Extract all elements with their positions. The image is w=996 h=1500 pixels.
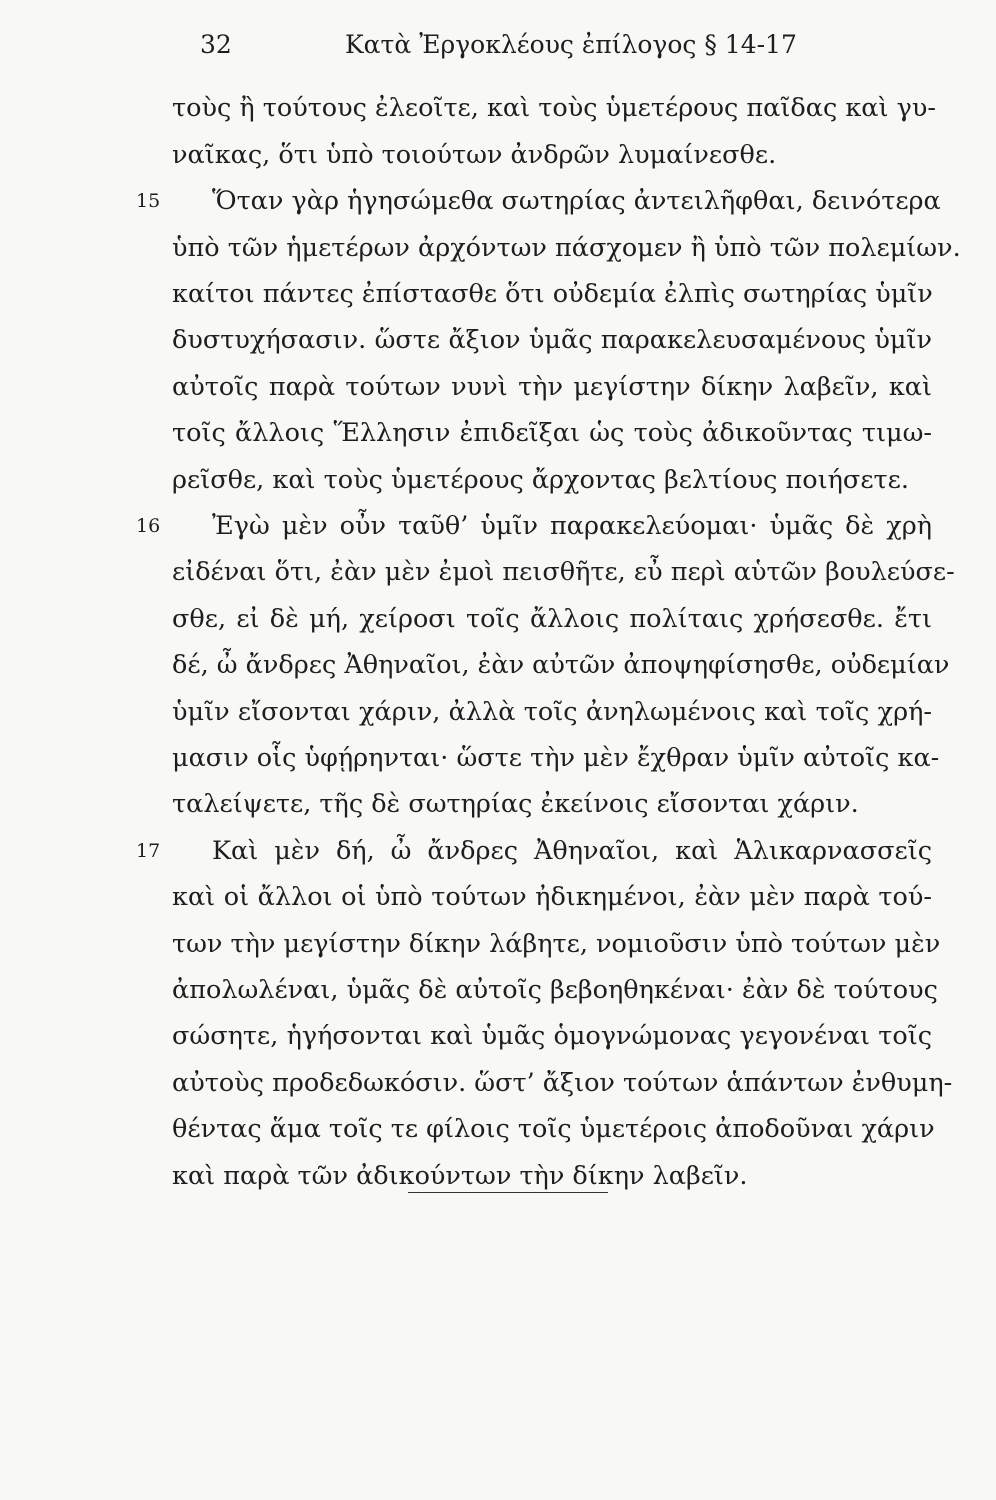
section-number: 17	[136, 840, 161, 862]
text-line: τοῖς ἄλλοις Ἕλλησιν ἐπιδεῖξαι ὡς τοὺς ἀδικοῦντας τιμω-	[172, 418, 932, 448]
text-line: ἀπολωλέναι, ὑμᾶς δὲ αὐτοῖς βεβοηθηκέναι· ἐὰν δὲ τούτους	[172, 975, 938, 1005]
text-line: των τὴν μεγίστην δίκην λάβητε, νομιοῦσιν ὑπὸ τούτων μὲν	[172, 929, 941, 959]
section-number: 16	[136, 515, 161, 537]
section-number: 15	[136, 190, 161, 212]
text-line: καὶ παρὰ τῶν ἀδικούντων τὴν δίκην λαβεῖν.	[172, 1161, 748, 1191]
text-line: αὐτοῖς παρὰ τούτων νυνὶ τὴν μεγίστην δίκην λαβεῖν, καὶ	[172, 372, 932, 402]
text-line: Καὶ μὲν δή, ὦ ἄνδρες Ἀθηναῖοι, καὶ Ἁλικαρνασσεῖς	[212, 836, 932, 866]
text-line: καίτοι πάντες ἐπίστασθε ὅτι οὐδεμία ἐλπὶς σωτηρίας ὑμῖν	[172, 279, 933, 309]
text-line: Ὅταν γὰρ ἡγησώμεθα σωτηρίας ἀντειλῆφθαι, δεινότερα	[212, 186, 941, 216]
text-line: ὑμῖν εἴσονται χάριν, ἀλλὰ τοῖς ἀνηλωμένοις καὶ τοῖς χρή-	[172, 697, 932, 727]
text-line: δυστυχήσασιν. ὥστε ἄξιον ὑμᾶς παρακελευσαμένους ὑμῖν	[172, 325, 932, 355]
page-header	[200, 30, 800, 66]
running-title: Κατὰ Ἐργοκλέους ἐπίλογος § 14-17	[345, 30, 797, 59]
text-line: αὐτοὺς προδεδωκόσιν. ὥστ’ ἄξιον τούτων ἁπάντων ἐνθυμη-	[172, 1068, 953, 1098]
text-line: καὶ οἱ ἄλλοι οἱ ὑπὸ τούτων ἠδικημένοι, ἐὰν μὲν παρὰ τού-	[172, 882, 932, 912]
text-line: μασιν οἷς ὑφῄρηνται· ὥστε τὴν μὲν ἔχθραν ὑμῖν αὐτοῖς κα-	[172, 743, 940, 773]
text-line: ρεῖσθε, καὶ τοὺς ὑμετέρους ἄρχοντας βελτίους ποιήσετε.	[172, 465, 909, 495]
page-number: 32	[200, 30, 232, 59]
text-line: Ἐγὼ μὲν οὖν ταῦθ’ ὑμῖν παρακελεύομαι· ὑμᾶς δὲ χρὴ	[212, 511, 932, 541]
text-line: ναῖκας, ὅτι ὑπὸ τοιούτων ἀνδρῶν λυμαίνεσθε.	[172, 140, 777, 170]
text-line: δέ, ὦ ἄνδρες Ἀθηναῖοι, ἐὰν αὐτῶν ἀποψηφίσησθε, οὐδεμίαν	[172, 650, 950, 680]
text-line: θέντας ἅμα τοῖς τε φίλοις τοῖς ὑμετέροις ἀποδοῦναι χάριν	[172, 1114, 935, 1144]
text-line: σώσητε, ἡγήσονται καὶ ὑμᾶς ὁμογνώμονας γεγονέναι τοῖς	[172, 1021, 932, 1051]
text-line: ταλείψετε, τῆς δὲ σωτηρίας ἐκείνοις εἴσονται χάριν.	[172, 789, 859, 819]
text-line: σθε, εἰ δὲ μή, χείροσι τοῖς ἄλλοις πολίταις χρήσεσθε. ἔτι	[172, 604, 932, 634]
end-rule	[408, 1192, 608, 1193]
text-line: ὑπὸ τῶν ἡμετέρων ἀρχόντων πάσχομεν ἢ ὑπὸ τῶν πολεμίων.	[172, 233, 961, 263]
text-line: εἰδέναι ὅτι, ἐὰν μὲν ἐμοὶ πεισθῆτε, εὖ περὶ αὑτῶν βουλεύσε-	[172, 557, 955, 587]
text-line: τοὺς ἢ τούτους ἐλεοῖτε, καὶ τοὺς ὑμετέρους παῖδας καὶ γυ-	[172, 93, 936, 123]
